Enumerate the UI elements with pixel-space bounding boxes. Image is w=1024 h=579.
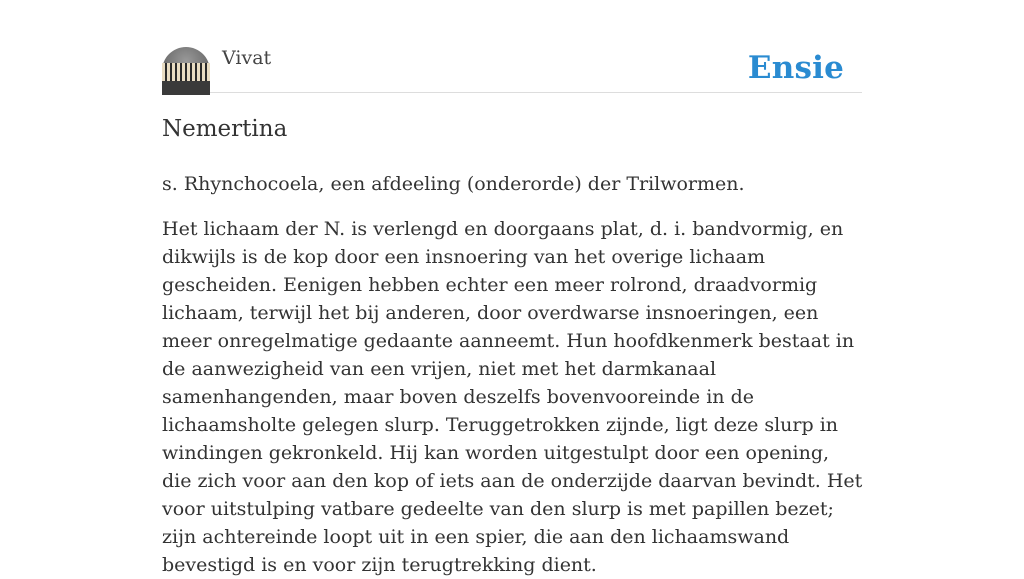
header bbox=[162, 46, 862, 93]
page-title: Nemertina bbox=[162, 116, 288, 142]
article-subtitle: s. Rhynchocoela, een afdeeling (onderorde) der Trilwormen. bbox=[162, 173, 745, 195]
brand-logo[interactable]: Ensie bbox=[747, 50, 844, 86]
bookshelf-icon bbox=[162, 63, 210, 81]
author-name[interactable]: Vivat bbox=[222, 47, 272, 69]
avatar[interactable] bbox=[162, 47, 210, 95]
shelf-shape bbox=[162, 81, 210, 95]
article-body: Het lichaam der N. is verlengd en doorgaans plat, d. i. bandvormig, en dikwijls is de kop door een insnoering van het overige lichaam gescheiden. Eenigen hebben echter een meer rolrond, draadvormig lichaam, terwijl het bij anderen, door overdwarse insnoeringen, een meer onregelmatige gedaante aanneemt. Hun hoofdkenmerk bestaat in de aanwezigheid van een vrijen, niet met het darmkanaal samenhangenden, maar boven deszelfs bovenvooreinde in de lichaamsholte gelegen slurp. Teruggetrokken zijnde, ligt deze slurp in windingen gekronkeld. Hij kan worden uitgestulpt door een opening, die zich voor aan den kop of iets aan de onderzijde daarvan bevindt. Het voor uitstulping vatbare gedeelte van den slurp is met papillen bezet; zijn achtereinde loopt uit in een spier, die aan den lichaamswand bevestigd is en voor zijn terugtrekking dient. bbox=[162, 218, 863, 576]
